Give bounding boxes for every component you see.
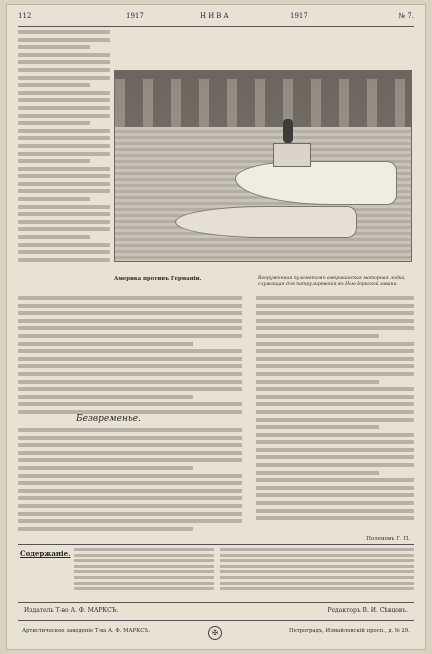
machine-gunner — [283, 119, 293, 143]
eagle-emblem-icon: ✠ — [208, 626, 222, 640]
article-body-left — [18, 296, 242, 414]
boat-cabin — [273, 143, 311, 167]
toc-title: Содержаніе. — [20, 549, 71, 558]
imprint-rule — [18, 620, 414, 621]
issue-number: № 7. — [398, 12, 414, 20]
printer-credit: Артистическое заведеніе Т-ва А. Ф. МАРКСЪ. — [22, 628, 151, 634]
editors-rule — [18, 602, 414, 603]
section-body — [18, 428, 242, 534]
toc-text-left — [74, 548, 214, 594]
toc-text-right — [220, 548, 414, 594]
imprint-line — [18, 626, 414, 640]
journal-title: НИВА — [200, 12, 231, 20]
section-title: Безвременье. — [76, 414, 141, 424]
article-body-right — [256, 296, 414, 528]
magazine-page — [6, 4, 426, 650]
photo-caption-title: Америка противъ Германіи. — [114, 276, 202, 282]
article-signature: Поленовъ Г. П. — [366, 536, 410, 542]
page-number: 112 — [18, 12, 32, 20]
header-year-right: 1917 — [290, 12, 308, 20]
header-year-left: 1917 — [126, 12, 144, 20]
second-boat — [175, 206, 357, 238]
header-rule — [18, 26, 414, 27]
photo-caption-description: Вооруженная пулеметомъ американская моторная лодка, служащая для патрулированія въ Нью-Іоркской гавани. — [258, 276, 406, 287]
editor-credit: Редакторъ В. И. Сѣвцовъ. — [327, 607, 408, 614]
printer-address: Петроградъ, Измайловскій просп., д. № 29. — [288, 628, 410, 634]
left-column-text — [18, 30, 110, 262]
motorboat-photo — [114, 70, 412, 262]
harbor-building — [115, 71, 411, 127]
page-header — [18, 10, 414, 24]
publisher-credit: Издатель Т-во А. Ф. МАРКСЪ. — [24, 607, 119, 614]
toc-rule — [18, 544, 414, 545]
